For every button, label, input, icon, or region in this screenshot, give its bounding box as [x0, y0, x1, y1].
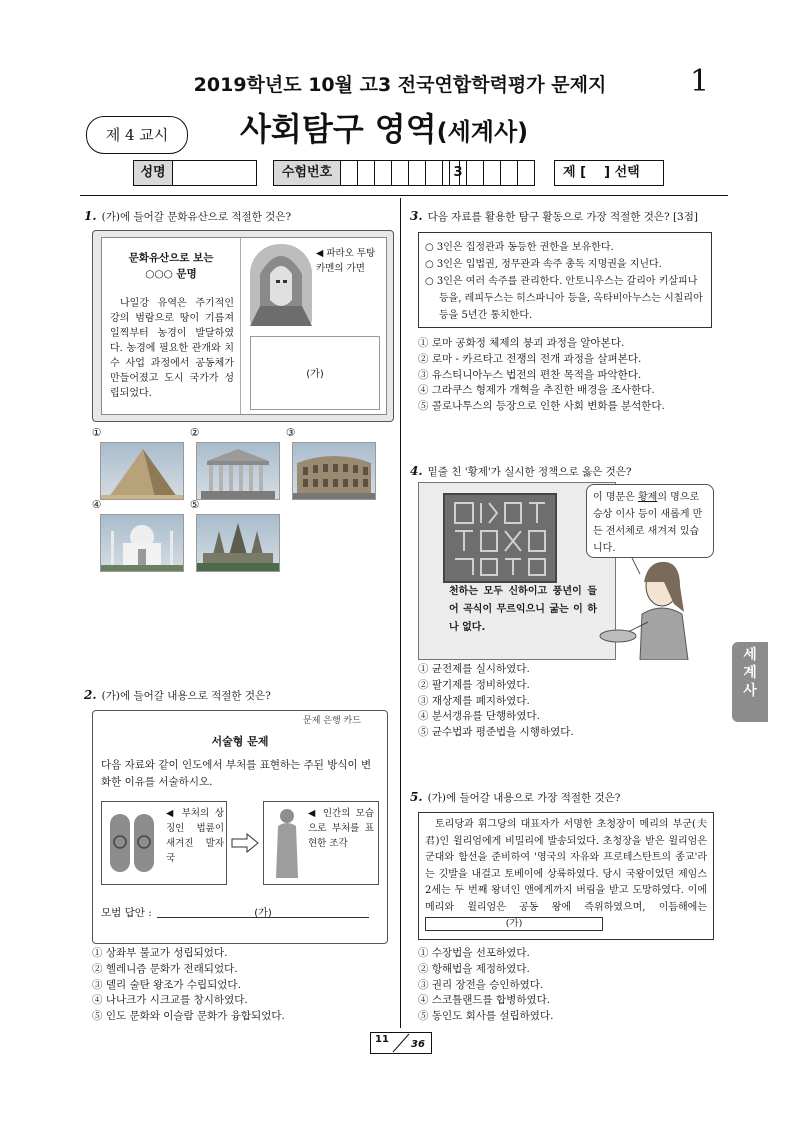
pyramid-icon [101, 443, 183, 499]
q2-card-body: 다음 자료와 같이 인도에서 부처를 표현하는 주된 방식이 변화한 이유를 서술하시오. [101, 759, 372, 788]
q1-card-title2: ○○○ 문명 [145, 268, 197, 280]
header-rule [80, 195, 728, 196]
q4-figure [418, 482, 718, 660]
q5-option-5[interactable]: ⑤ 동인도 회사를 설립하였다. [418, 1010, 554, 1023]
q4-option-4[interactable]: ④ 분서갱유를 단행하였다. [418, 710, 540, 723]
q1-option-3-colosseum[interactable] [292, 442, 376, 500]
q1-card-title1: 문화유산으로 보는 [128, 252, 214, 264]
q5-passage-box [418, 812, 714, 940]
page-current: 11 [375, 1034, 389, 1045]
q3-bullet-3: ○ 3인은 여러 속주를 관리한다. 안토니우스는 갈리아 키살피나 등을, 레피두스는 히스파니아 등을, 옥타비아누스는 시칠리아 등을 5년간 통치한다. [425, 276, 703, 321]
q1-number: 1. [84, 209, 97, 223]
q4-underlined-word: 황제 [638, 492, 658, 503]
q1-option-4-tajmahal[interactable] [100, 514, 184, 572]
q4-option-5[interactable]: ⑤ 균수법과 평준법을 시행하였다. [418, 726, 574, 739]
q4-stem: 밑줄 친 '황제'가 실시한 정책으로 옳은 것은? [427, 466, 632, 478]
exam-title: 2019학년도 10월 고3 전국연합학력평가 문제지 [193, 74, 607, 96]
q2-left-caption: ◀ 부처의 상징인 법륜이 새겨진 발자국 [166, 808, 224, 864]
q3-options [418, 336, 718, 415]
q3-option-3[interactable]: ③ 유스티니아누스 법전의 편찬 목적을 파악한다. [418, 368, 642, 381]
q5-option-4[interactable]: ④ 스코틀랜드를 합병하였다. [418, 994, 551, 1007]
q1-card-inner [101, 237, 387, 415]
q4-option-1[interactable]: ① 균전제를 실시하였다. [418, 663, 530, 675]
q1-blank-box [250, 336, 380, 410]
q4-number: 4. [410, 464, 423, 478]
q3-option-5[interactable]: ⑤ 콜로나투스의 등장으로 인한 사회 변화를 분석한다. [418, 400, 665, 413]
q2-right-caption: ◀ 인간의 모습으로 부처를 표현한 조각 [308, 808, 374, 849]
name-label: 성명 [133, 160, 173, 186]
q2-card-tag: 문제 은행 카드 [303, 716, 361, 726]
q1-option-5-label[interactable]: ⑤ [190, 499, 200, 511]
q4-option-2[interactable]: ② 팔기제를 정비하였다. [418, 678, 530, 691]
exam-no-label: 수험번호 [273, 160, 341, 186]
q2-number: 2. [84, 688, 97, 702]
q5-passage: 토리당과 휘그당의 대표자가 서명한 초청장이 메리의 부군(夫君)인 윌리엄에게 비밀리에 발송되었다. 초청장을 받은 윌리엄은 군대와 함선을 준비하여 '영국의 자유와 프로테스탄트의 종교'라는 깃발을 내걸고 토베이에 상륙하였다. 당시 국왕이었던 제임스 2세는 두 번째 왕녀인 앤에게까지 버림을 받고 도망하였다. 이에 메리와 윌리엄은 공동 왕에 즉위하였으며, 이듬해에는 [425, 819, 707, 913]
question-5 [410, 786, 730, 805]
angkor-wat-icon [197, 515, 279, 571]
taj-mahal-icon [101, 515, 183, 571]
q2-answer-blank: (가) [254, 908, 272, 919]
q2-option-4[interactable]: ④ 나나크가 시크교를 창시하였다. [92, 994, 248, 1007]
buddha-footprint-icon [108, 810, 158, 876]
q3-option-2[interactable]: ② 로마 - 카르타고 전쟁의 전개 과정을 살펴본다. [418, 352, 642, 365]
q1-option-5-angkorwat[interactable] [196, 514, 280, 572]
q1-mask-caption: ◀ 파라오 투탕카멘의 가면 [316, 248, 376, 274]
q5-number: 5. [410, 790, 423, 804]
q1-option-1-label[interactable]: ① [92, 427, 102, 439]
q5-option-1[interactable]: ① 수장법을 선포하였다. [418, 947, 530, 959]
q2-left-figure [101, 801, 227, 885]
q1-option-2-parthenon[interactable] [196, 442, 280, 500]
q5-blank: (가) [425, 917, 603, 931]
choice-label-post: ] 선택 [604, 165, 640, 180]
arrow-right-icon [231, 833, 259, 853]
colosseum-icon [293, 443, 375, 499]
choice-label-pre: 제 [ [563, 165, 587, 180]
q2-card-title: 서술형 문제 [211, 735, 269, 748]
q2-option-5[interactable]: ⑤ 인도 문화와 이슬람 문화가 융합되었다. [92, 1010, 285, 1023]
q2-stem: (가)에 들어갈 내용으로 적절한 것은? [101, 690, 271, 702]
q3-source-box [418, 232, 712, 328]
question-2 [84, 684, 394, 703]
column-divider [400, 198, 401, 1028]
q4-inscription: 천하는 모두 신하이고 풍년이 들어 곡식이 무르익으니 굶는 이 하나 없다. [449, 586, 597, 633]
q2-option-1[interactable]: ① 상좌부 불교가 성립되었다. [92, 947, 228, 959]
name-field[interactable] [172, 160, 257, 186]
q1-option-4-label[interactable]: ④ [92, 499, 102, 511]
subject-title [240, 104, 528, 150]
q4-bubble-text: 이 명문은 황제의 명으로 승상 이사 등이 새롭게 만든 전서체로 새겨져 있습니다. [593, 492, 703, 554]
exam-no-digit: 3 [449, 160, 467, 186]
page-total: 36 [411, 1039, 425, 1050]
q2-option-2[interactable]: ② 헬레니즘 문화가 전래되었다. [92, 962, 238, 975]
period-badge: 제 4 교시 [86, 116, 188, 154]
buddha-statue-icon [272, 806, 302, 880]
tutankhamun-mask-icon [250, 244, 312, 326]
q4-options [418, 662, 718, 741]
q3-stem: 다음 자료를 활용한 탐구 활동으로 가장 적절한 것은? [3점] [427, 211, 698, 223]
q3-option-4[interactable]: ④ 그라쿠스 형제가 개혁을 추진한 배경을 조사한다. [418, 384, 655, 397]
q4-option-3[interactable]: ③ 재상제를 폐지하였다. [418, 694, 530, 707]
q3-bullet-2: ○ 3인은 입법권, 정무관과 속주 총독 지명권을 지닌다. [425, 259, 662, 270]
q5-option-2[interactable]: ② 항해법을 제정하였다. [418, 962, 530, 975]
q1-stem: (가)에 들어갈 문화유산으로 적절한 것은? [101, 211, 292, 223]
question-1 [84, 205, 394, 224]
q5-stem: (가)에 들어갈 내용으로 가장 적절한 것은? [427, 792, 621, 804]
q5-option-3[interactable]: ③ 권리 장전을 승인하였다. [418, 978, 544, 991]
q2-card [92, 710, 388, 944]
q1-option-1-pyramid[interactable] [100, 442, 184, 500]
side-tab-world-history[interactable] [732, 642, 768, 722]
q3-option-1[interactable]: ① 로마 공화정 체제의 붕괴 과정을 알아본다. [418, 337, 625, 349]
q2-option-3[interactable]: ③ 델리 술탄 왕조가 수립되었다. [92, 978, 241, 991]
subject-main: 사회탐구 영역 [240, 110, 437, 148]
q1-option-3-label[interactable]: ③ [286, 427, 296, 439]
q2-options [92, 946, 392, 1025]
q5-options [418, 946, 718, 1025]
side-tab-label: 세계사 [743, 647, 757, 699]
student-info-row [133, 160, 673, 186]
q1-card [92, 230, 394, 422]
q1-option-2-label[interactable]: ② [190, 427, 200, 439]
exam-no-boxes[interactable] [340, 160, 546, 186]
choice-box[interactable] [554, 160, 664, 186]
mask-image [250, 244, 312, 326]
q1-card-body: 나일강 유역은 주기적인 강의 범람으로 땅이 기름져 일찍부터 농경이 발달하였다. 농경에 필요한 관개와 치수 사업 과정에서 공동체가 만들어졌고 도시 국가가 성립되었다. [110, 298, 234, 399]
teacher-figure [418, 482, 718, 660]
parthenon-icon [197, 443, 279, 499]
question-3 [410, 205, 730, 224]
subject-sub: (세계사) [436, 118, 529, 146]
q3-number: 3. [410, 209, 423, 223]
q3-bullet-1: ○ 3인은 집정관과 동등한 권한을 보유한다. [425, 242, 614, 253]
q2-right-figure [263, 801, 379, 885]
page-counter [370, 1032, 432, 1054]
page-number: 1 [690, 64, 710, 99]
q1-blank-label: (가) [306, 369, 324, 380]
question-4 [410, 460, 730, 479]
q2-answer-label: 모범 답안 : [101, 907, 152, 919]
